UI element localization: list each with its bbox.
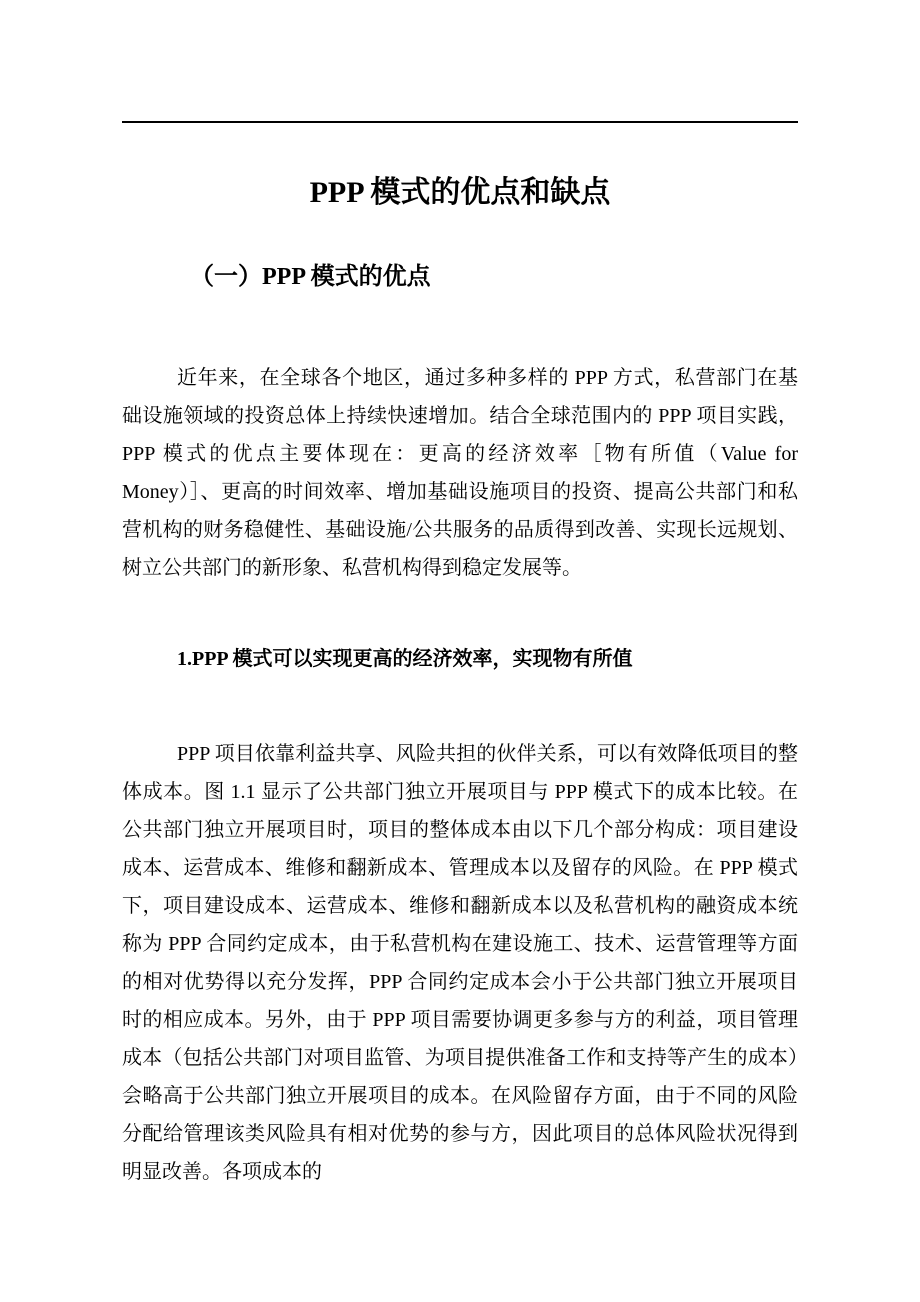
header-rule xyxy=(122,121,798,123)
paragraph-cost-comparison: PPP 项目依靠利益共享、风险共担的伙伴关系，可以有效降低项目的整体成本。图 1.1 显示了公共部门独立开展项目与 PPP 模式下的成本比较。在公共部门独立开展项目时，项目的整体成本由以下几个部分构成：项目建设成本、运营成本、维修和翻新成本、管理成本以及留存的风险。在 PPP 模式下，项目建设成本、运营成本、维修和翻新成本以及私营机构的融资成本统称为 PPP 合同约定成本，由于私营机构在建设施工、技术、运营管理等方面的相对优势得以充分发挥，PPP 合同约定成本会小于公共部门独立开展项目时的相应成本。另外，由于 PPP 项目需要协调更多参与方的利益，项目管理成本（包括公共部门对项目监管、为项目提供准备工作和支持等产生的成本）会略高于公共部门独立开展项目的成本。在风险留存方面，由于不同的风险分配给管理该类风险具有相对优势的参与方，因此项目的总体风险状况得到明显改善。各项成本的 xyxy=(122,743,798,1184)
subheading-economic-efficiency: 1.PPP 模式可以实现更高的经济效率，实现物有所值 xyxy=(177,648,633,671)
paragraph-intro: 近年来，在全球各个地区，通过多种多样的 PPP 方式，私营部门在基础设施领域的投资总体上持续快速增加。结合全球范围内的 PPP 项目实践，PPP 模式的优点主要体现在：更高的经济效率［物有所值（Value for Money）］、更高的时间效率、增加基础设施项目的投资、提高公共部门和私营机构的财务稳健性、基础设施/公共服务的品质得到改善、实现长远规划、树立公共部门的新形象、私营机构得到稳定发展等。 xyxy=(122,367,798,580)
section-heading: （一）PPP 模式的优点 xyxy=(190,264,431,290)
document-title: PPP 模式的优点和缺点 xyxy=(309,176,611,209)
